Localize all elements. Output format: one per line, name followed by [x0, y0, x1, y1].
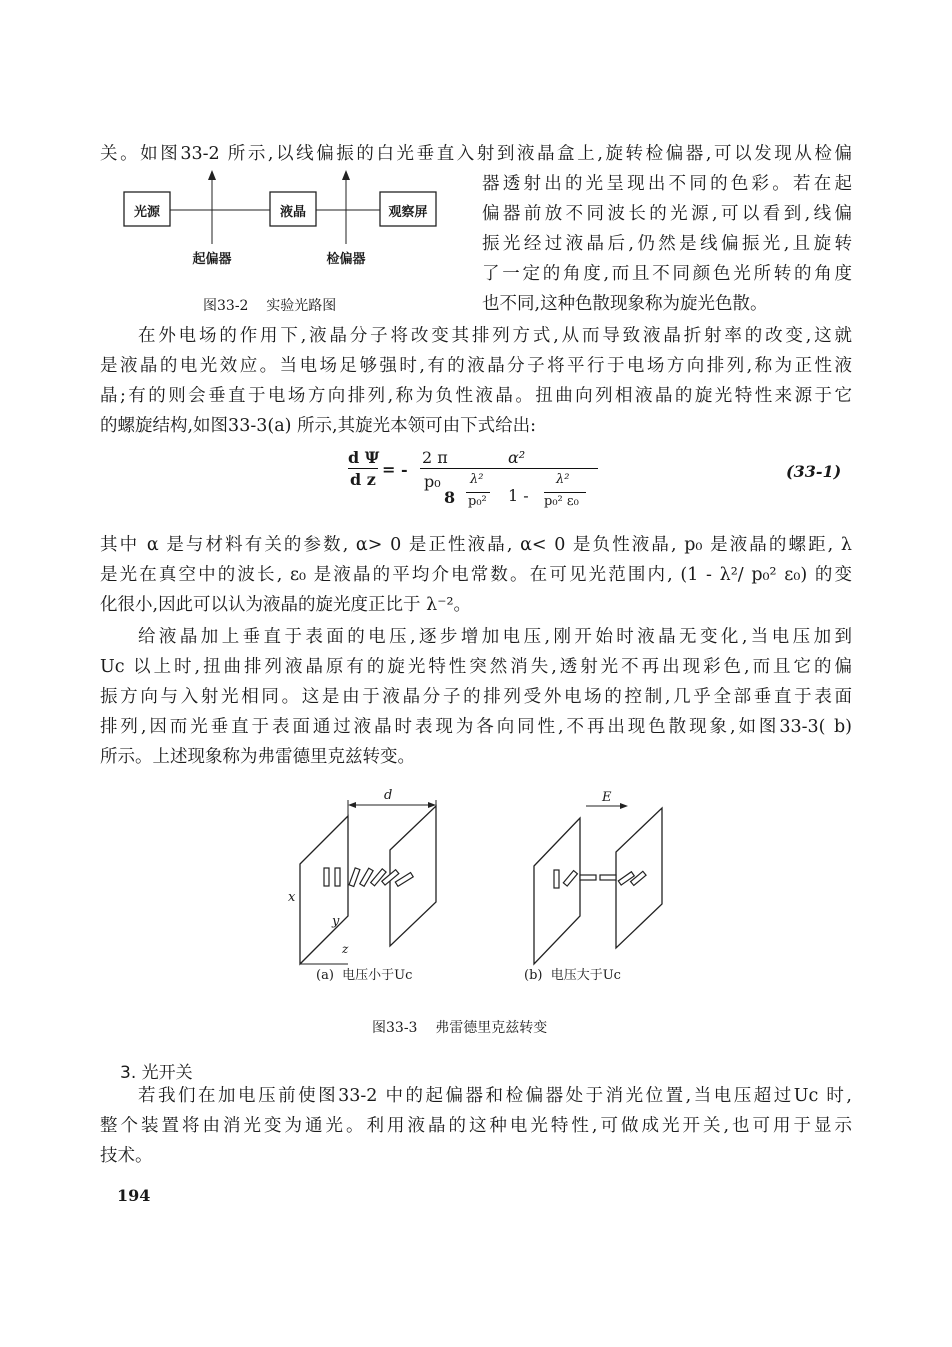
para1-right-line5: 也不同,这种色散现象称为旋光色散。	[482, 294, 768, 314]
eq-coef-denominator: p₀	[424, 472, 441, 491]
eq-frac1-denominator: p₀²	[468, 494, 487, 509]
para2-line4: 的螺旋结构,如图33-3(a) 所示,其旋光本领可由下式给出:	[100, 416, 536, 436]
z-label: z	[342, 942, 349, 956]
subcaption-a: (a) 电压小于Uc	[316, 968, 413, 983]
section3-line1: 若我们在加电压前使图33-2 中的起偏器和检偏器处于消光位置,当电压超过Uc 时,	[138, 1086, 852, 1106]
eq-eight: 8	[444, 488, 456, 507]
para3-line2: 是光在真空中的波长, ε₀ 是液晶的平均介电常数。在可见光范围内, (1 - λ²/ p₀² ε₀) 的变	[100, 565, 852, 585]
polarizer-label: 起偏器	[192, 252, 232, 267]
eq-frac2-denominator: p₀² ε₀	[544, 494, 579, 509]
y-label: y	[332, 914, 340, 929]
para4-line3: 振方向与入射光相同。这是由于液晶分子的排列受外电场的控制,几乎全部垂直于表面	[100, 687, 852, 707]
para1-line1: 关。如图33-2 所示,以线偏振的白光垂直入射到液晶盒上,旋转检偏器,可以发现从检偏	[100, 144, 852, 164]
equation-number: (33-1)	[786, 462, 842, 481]
box-source-label: 光源	[133, 205, 160, 220]
para2-line1: 在外电场的作用下,液晶分子将改变其排列方式,从而导致液晶折射率的改变,这就	[138, 326, 852, 346]
para1-right-line2: 偏器前放不同波长的光源,可以看到,线偏	[482, 204, 852, 224]
section3-line2: 整个装置将由消光变为通光。利用液晶的这种电光特性,可做成光开关,也可用于显示	[100, 1116, 852, 1136]
para1-right-line4: 了一定的角度,而且不同颜色光所转的角度	[482, 264, 852, 284]
para4-line1: 给液晶加上垂直于表面的电压,逐步增加电压,刚开始时液晶无变化,当电压加到	[138, 627, 852, 647]
figure-33-2-caption: 图33-2 实验光路图	[203, 298, 337, 314]
freedericksz-diagram	[280, 786, 680, 986]
plate-b-left	[534, 818, 580, 964]
para2-line2: 是液晶的电光效应。当电场足够强时,有的液晶分子将平行于电场方向排列,称为正性液	[100, 356, 852, 376]
page-number: 194	[117, 1186, 151, 1205]
eq-frac1-numerator: λ²	[470, 472, 484, 487]
para1-right-line1: 器透射出的光呈现出不同的色彩。若在起	[482, 174, 852, 194]
eq-frac2-bar	[544, 492, 586, 493]
equation-33-1	[340, 446, 610, 522]
para4-line5: 所示。上述现象称为弗雷德里克兹转变。	[100, 747, 415, 767]
para2-line3: 晶;有的则会垂直于电场方向排列,称为负性液晶。扭曲向列相液晶的旋光特性来源于它	[100, 386, 852, 406]
box-crystal-label: 液晶	[279, 205, 306, 220]
para4-line2: Uc 以上时,扭曲排列液晶原有的旋光特性突然消失,透射光不再出现彩色,而且它的偏	[100, 657, 852, 677]
para3-line1: 其中 α 是与材料有关的参数, α> 0 是正性液晶, α< 0 是负性液晶, p₀ 是液晶的螺距, λ	[100, 535, 852, 555]
subcaption-b: (b) 电压大于Uc	[524, 968, 621, 983]
x-label: x	[288, 890, 296, 905]
eq-one-minus: 1 -	[508, 486, 529, 505]
eq-rhs-numerator: α²	[508, 448, 526, 467]
e-label: E	[602, 790, 612, 805]
section3-line3: 技术。	[100, 1146, 153, 1166]
eq-frac2-numerator: λ²	[556, 472, 570, 487]
eq-coef-numerator: 2 π	[422, 448, 448, 467]
para3-line3: 化很小,因此可以认为液晶的旋光度正比于 λ⁻²。	[100, 595, 471, 615]
figure-33-3-caption: 图33-3 弗雷德里克兹转变	[372, 1020, 548, 1036]
para1-right-line3: 振光经过液晶后,仍然是线偏振光,且旋转	[482, 234, 852, 254]
section-heading: 3. 光开关	[120, 1063, 193, 1083]
eq-lhs-denominator: d z	[350, 470, 376, 489]
box-screen-label: 观察屏	[388, 205, 428, 220]
figure-33-3	[280, 786, 680, 986]
figure-33-2	[120, 168, 450, 268]
eq-frac1-bar	[466, 492, 490, 493]
eq-lhs-bar	[348, 468, 378, 469]
para4-line4: 排列,因而光垂直于表面通过液晶时表现为各向同性,不再出现色散现象,如图33-3( b)	[100, 717, 852, 737]
d-label: d	[384, 788, 393, 803]
eq-lhs-numerator: d Ψ	[348, 448, 380, 467]
eq-main-bar	[420, 468, 598, 469]
plate-a-left	[300, 816, 348, 964]
eq-equals: = -	[382, 460, 408, 479]
analyzer-label: 检偏器	[326, 252, 366, 267]
